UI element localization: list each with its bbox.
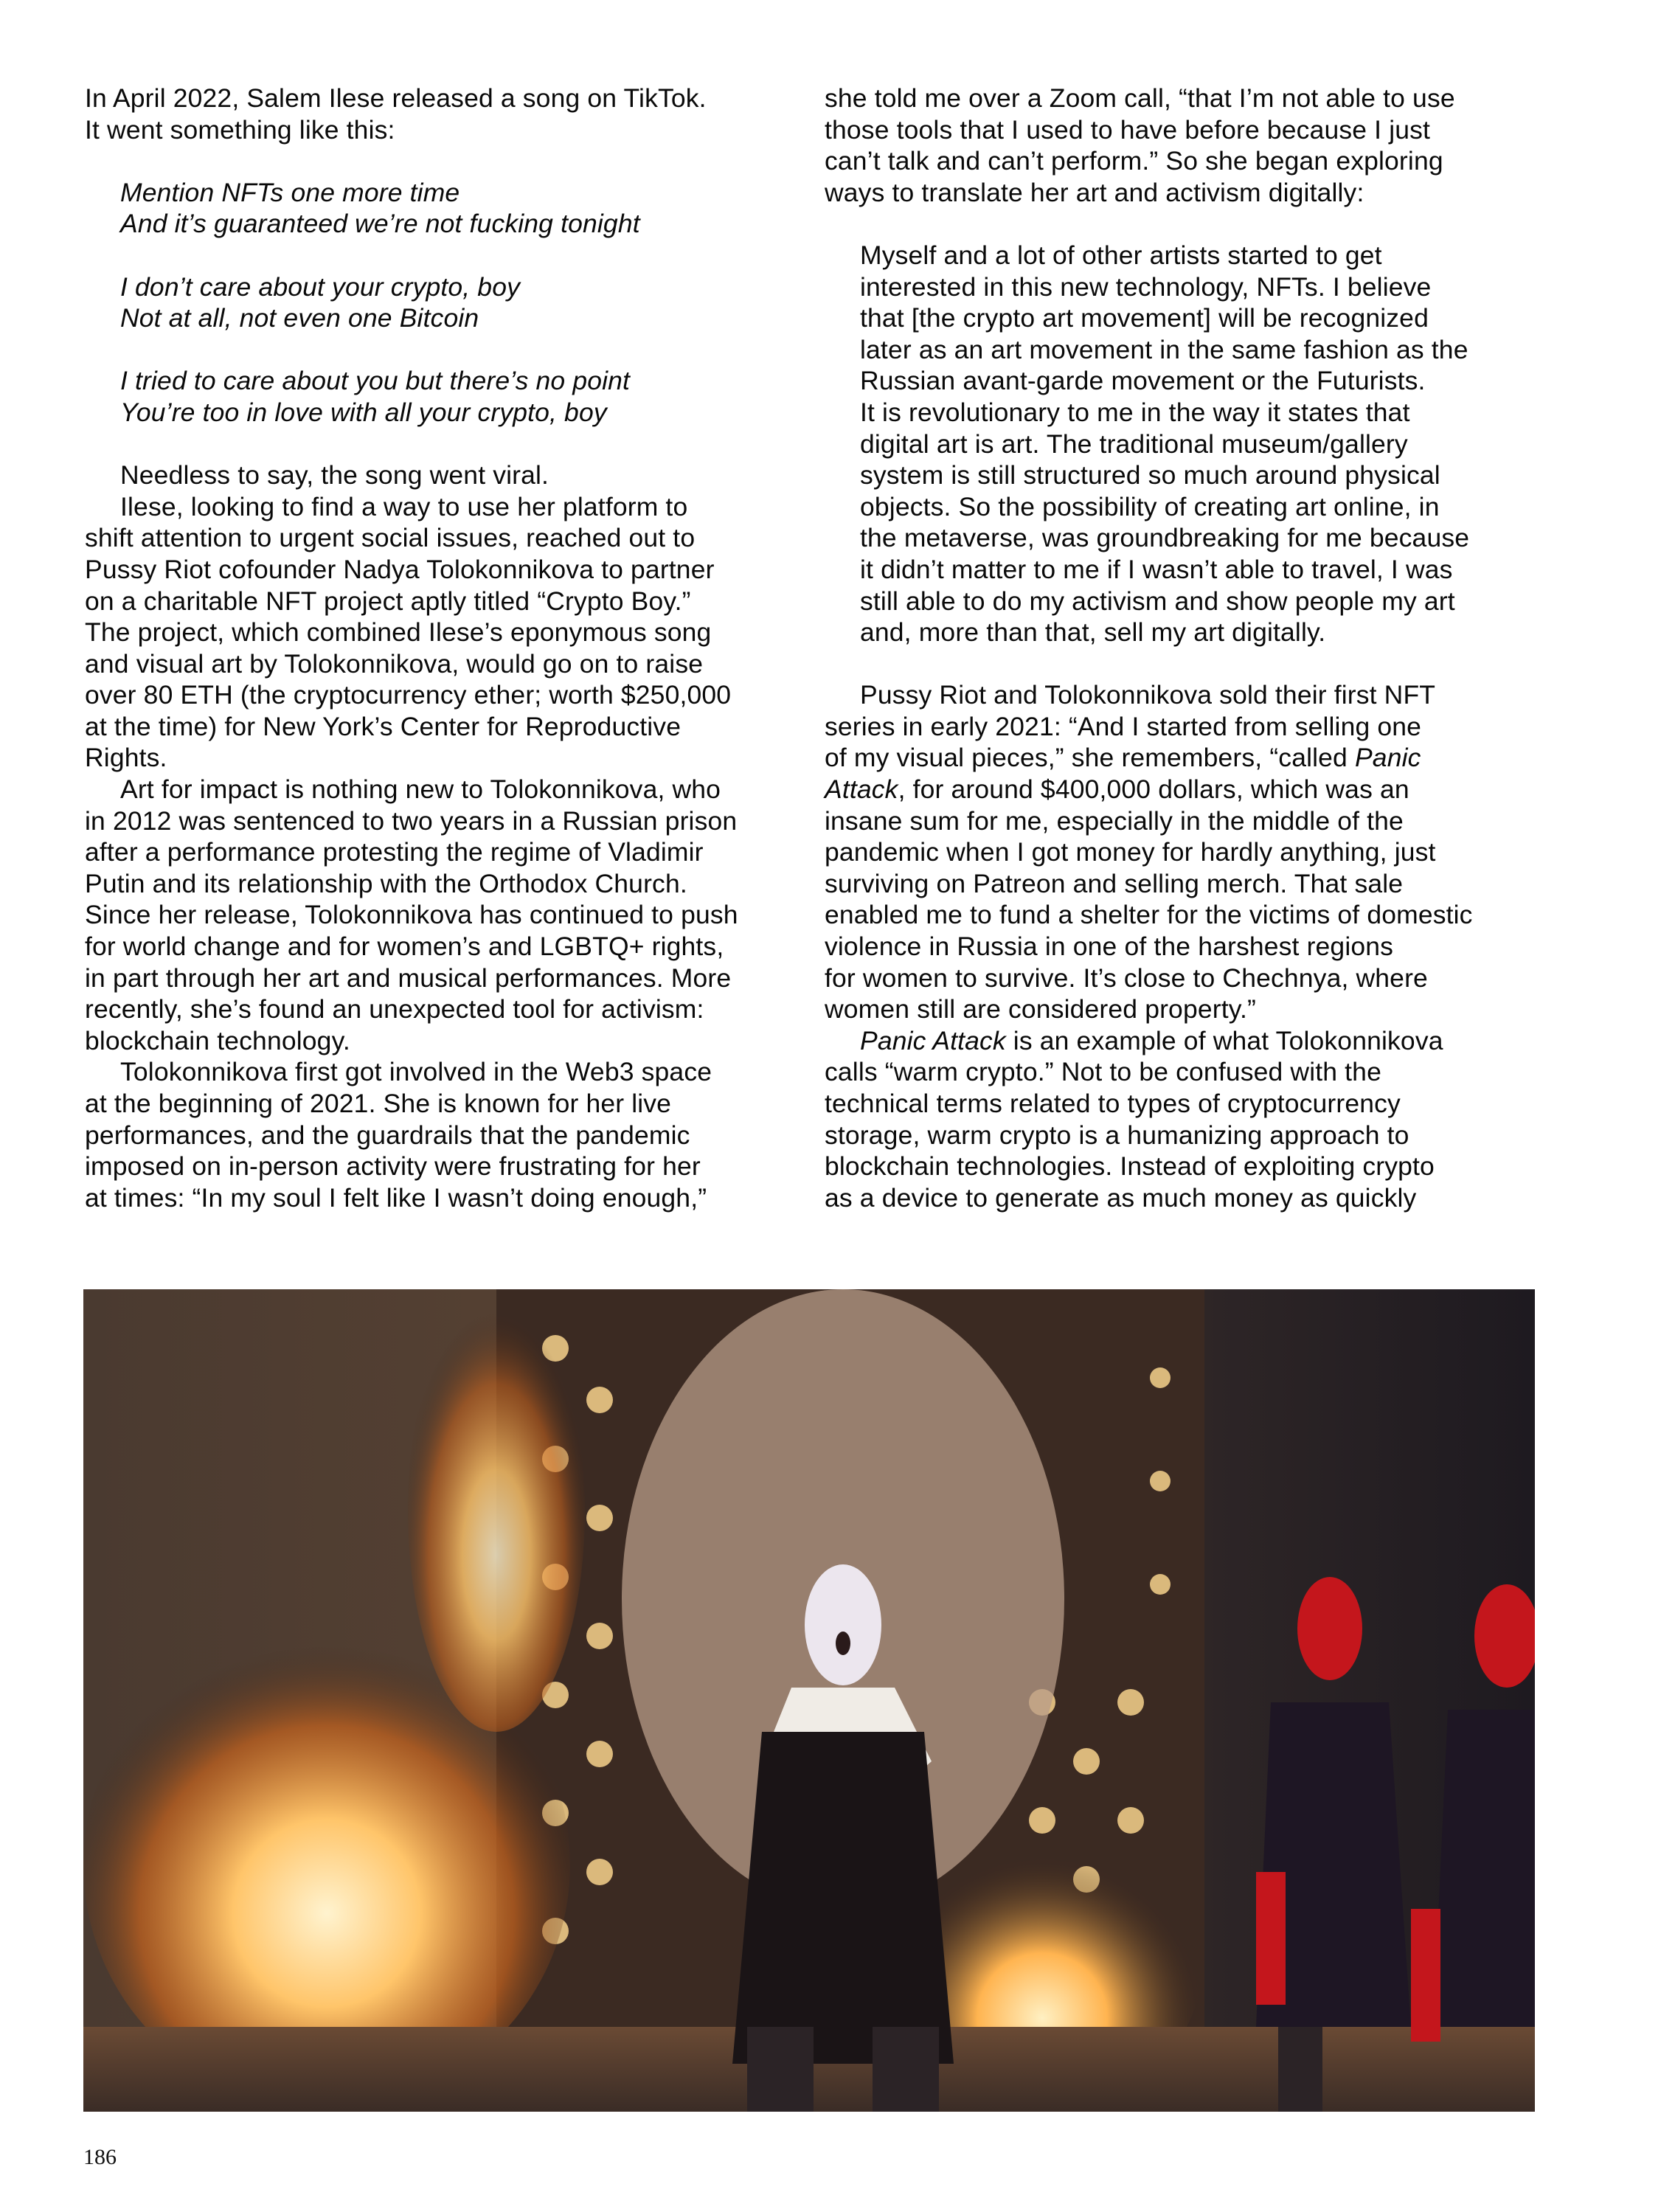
body-line: series in early 2021: “And I started from selling one <box>825 711 1422 741</box>
body-line: shift attention to urgent social issues, reached out to <box>85 523 696 553</box>
fishnet-leg-right <box>873 2027 939 2112</box>
photo-illustration <box>83 1289 1535 2112</box>
body-line <box>825 774 1547 805</box>
left-column <box>85 83 793 1213</box>
blockquote-line: digital art is art. The traditional museum/gallery <box>860 429 1408 459</box>
body-line <box>825 742 1547 774</box>
body-line: in part through her art and musical performances. More <box>85 963 732 993</box>
right-column <box>825 83 1547 1213</box>
paragraph-first-line: Tolokonnikova first got involved in the Web3 space <box>120 1057 712 1087</box>
black-dress <box>732 1732 954 2064</box>
article-photo <box>83 1289 1535 2112</box>
body-line: Pussy Riot cofounder Nadya Tolokonnikova to partner <box>85 554 715 584</box>
lyric-line: I don’t care about your crypto, boy <box>120 271 520 302</box>
blockquote-line: interested in this new technology, NFTs. I believe <box>860 271 1432 302</box>
lyric-line: I tried to care about you but there’s no point <box>120 366 631 396</box>
blank-line <box>85 145 793 177</box>
text-run: is an example of what Tolokonnikova <box>1005 1025 1443 1055</box>
blank-line <box>825 648 1547 680</box>
blockquote-line: Russian avant-garde movement or the Futurists. <box>860 366 1426 396</box>
body-line: Putin and its relationship with the Orthodox Church. <box>85 868 687 898</box>
lyric-line: And it’s guaranteed we’re not fucking tonight <box>120 209 640 239</box>
body-line: in 2012 was sentenced to two years in a Russian prison <box>85 805 738 836</box>
blank-line <box>85 334 793 366</box>
italic-title: Panic Attack <box>860 1025 1006 1055</box>
body-line: after a performance protesting the regime of Vladimir <box>85 837 704 867</box>
page-number: 186 <box>83 2145 117 2169</box>
blockquote-line: that [the crypto art movement] will be recognized <box>860 303 1429 333</box>
paragraph-first-line: Pussy Riot and Tolokonnikova sold their first NFT <box>860 680 1436 710</box>
body-line: technical terms related to types of cryptocurrency <box>825 1089 1401 1118</box>
body-line: The project, which combined Ilese’s eponymous song <box>85 617 712 648</box>
body-line: over 80 ETH (the cryptocurrency ether; worth $250,000 <box>85 680 732 710</box>
white-balaclava <box>805 1564 881 1685</box>
body-line: at the time) for New York’s Center for Reproductive <box>85 711 682 741</box>
body-line: and visual art by Tolokonnikova, would go on to raise <box>85 648 704 679</box>
text-run: of my visual pieces,” she remembers, “called <box>825 743 1355 773</box>
body-line: as a device to generate as much money as quickly <box>825 1182 1417 1213</box>
body-line: recently, she’s found an unexpected tool for activism: <box>85 994 704 1024</box>
lyric-line: Not at all, not even one Bitcoin <box>120 303 479 333</box>
paragraph-first-line: Needless to say, the song went viral. <box>120 460 549 490</box>
text-run: , for around $400,000 dollars, which was an <box>898 774 1409 805</box>
body-line: women still are considered property.” <box>825 994 1256 1024</box>
body-line: violence in Russia in one of the harshest regions <box>825 932 1394 962</box>
body-line: at times: “In my soul I felt like I wasn’t doing enough,” <box>85 1182 707 1213</box>
body-line: blockchain technology. <box>85 1025 350 1055</box>
blank-line <box>85 429 793 460</box>
fire-upper <box>408 1289 585 1732</box>
body-line: calls “warm crypto.” Not to be confused with the <box>825 1057 1381 1087</box>
blockquote-line: the metaverse, was groundbreaking for me because <box>860 523 1470 553</box>
blank-line <box>825 208 1547 240</box>
paragraph-first-line: Art for impact is nothing new to Tolokonnikova, who <box>120 774 721 805</box>
body-line: at the beginning of 2021. She is known for her live <box>85 1089 672 1118</box>
body-line: blockchain technologies. Instead of exploiting crypto <box>825 1151 1435 1182</box>
body-line: storage, warm crypto is a humanizing approach to <box>825 1120 1409 1150</box>
blockquote-line: and, more than that, sell my art digitally. <box>860 617 1326 648</box>
paragraph-first-line: Ilese, looking to find a way to use her platform to <box>120 491 688 521</box>
body-line: pandemic when I got money for hardly anything, just <box>825 837 1436 867</box>
blockquote-line: It is revolutionary to me in the way it states that <box>860 397 1410 427</box>
body-line: for women to survive. It’s close to Chechnya, where <box>825 963 1428 993</box>
italic-title: Panic <box>1354 743 1421 773</box>
body-line: surviving on Patreon and selling merch. That sale <box>825 868 1404 898</box>
fishnet-leg-left <box>747 2027 814 2112</box>
body-line: Since her release, Tolokonnikova has continued to push <box>85 900 738 930</box>
lyric-line: You’re too in love with all your crypto, boy <box>120 397 607 427</box>
blockquote-line: later as an art movement in the same fashion as the <box>860 334 1468 364</box>
body-line: insane sum for me, especially in the middle of the <box>825 805 1404 836</box>
body-line: she told me over a Zoom call, “that I’m not able to use <box>825 83 1455 113</box>
body-line: can’t talk and can’t perform.” So she began exploring <box>825 146 1443 176</box>
body-line: for world change and for women’s and LGBTQ+ rights, <box>85 932 724 962</box>
body-line: imposed on in-person activity were frustrating for her <box>85 1151 701 1182</box>
body-line: performances, and the guardrails that the pandemic <box>85 1120 690 1150</box>
paragraph-first-line <box>825 1025 1547 1057</box>
blank-line <box>85 240 793 271</box>
body-line: In April 2022, Salem Ilese released a song on TikTok. <box>85 83 707 113</box>
body-line: enabled me to fund a shelter for the victims of domestic <box>825 900 1473 930</box>
lyric-line: Mention NFTs one more time <box>120 177 460 207</box>
body-line: those tools that I used to have before because I just <box>825 114 1431 145</box>
blockquote-line: Myself and a lot of other artists started to get <box>860 240 1382 270</box>
blockquote-line: system is still structured so much around physical <box>860 460 1440 490</box>
body-line: It went something like this: <box>85 114 395 145</box>
blockquote-line: it didn’t matter to me if I wasn’t able to travel, I was <box>860 554 1453 584</box>
blockquote-line: objects. So the possibility of creating art online, in <box>860 491 1440 521</box>
blockquote-line: still able to do my activism and show people my art <box>860 586 1455 616</box>
body-line: ways to translate her art and activism digitally: <box>825 177 1364 207</box>
body-line: Rights. <box>85 743 167 773</box>
italic-title: Attack <box>825 774 898 805</box>
body-line: on a charitable NFT project aptly titled “Crypto Boy.” <box>85 586 691 616</box>
red-glove <box>1256 1872 1286 2005</box>
red-glove <box>1411 1909 1440 2042</box>
